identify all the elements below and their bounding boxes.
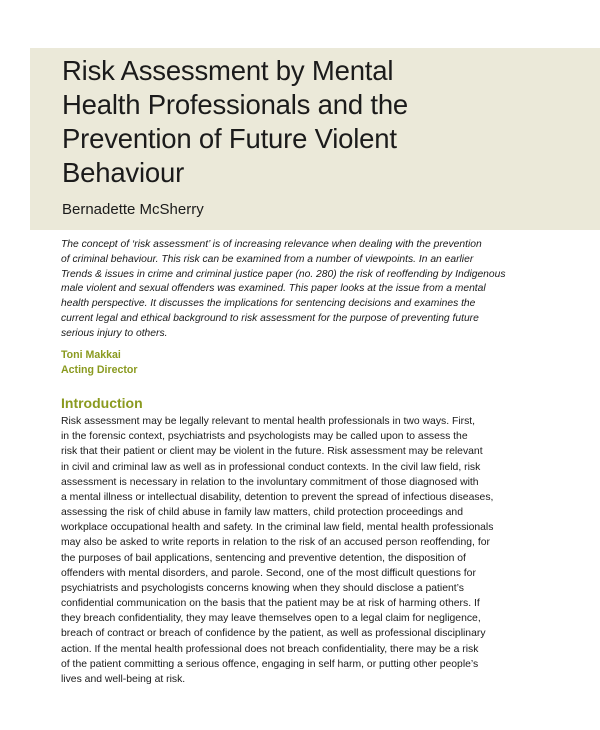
title-line: Health Professionals and the	[62, 89, 409, 120]
abstract-line: health perspective. It discusses the implications for sentencing decisions and examines the	[61, 298, 476, 310]
body-line: assessing the risk of child abuse in family law matters, child protection proceedings and	[61, 507, 463, 519]
signature-name: Toni Makkai	[61, 349, 121, 361]
abstract-line: of criminal behaviour. This risk can be examined from a number of viewpoints. In an earlier	[61, 253, 474, 265]
abstract-line: serious injury to others.	[61, 327, 168, 339]
body-line: confidential communication on the basis that the patient may be at risk of harming others. If	[61, 598, 480, 610]
body-line: a mental illness or intellectual disability, detention to prevent the spread of infectious diseases,	[61, 491, 494, 503]
body-line: they breach confidentiality, they may leave themselves open to a legal claim for negligence,	[61, 613, 481, 625]
abstract-line: The concept of ‘risk assessment’ is of increasing relevance when dealing with the prevention	[61, 239, 482, 250]
abstract-line: Trends & issues in crime and criminal justice paper (no. 280) the risk of reoffending by Indigenous	[61, 268, 506, 280]
body-line: may also be asked to write reports in relation to the risk of an accused person reoffending, for	[61, 537, 490, 549]
body-line: assessment is necessary in relation to the involuntary commitment of those diagnosed with	[61, 476, 479, 488]
body-line: of the patient committing a serious offence, engaging in self harm, or putting other people’s	[61, 658, 479, 670]
body-line: breach of contract or breach of confidence by the patient, as well as professional disciplinary	[61, 628, 486, 640]
body-line: action. If the mental health professional does not breach confidentiality, there may be a risk	[61, 643, 479, 655]
body-line: the purposes of bail applications, sentencing and preventive detention, the disposition of	[61, 552, 466, 564]
signature-block	[61, 348, 138, 378]
body-line: lives and well-being at risk.	[61, 673, 186, 685]
body-line: in the forensic context, psychiatrists and psychologists may be called upon to assess the	[61, 431, 468, 443]
abstract	[61, 238, 541, 342]
body-line: offenders with mental disorders, and parole. Second, one of the most difficult questions for	[61, 567, 476, 579]
abstract-line: male violent and sexual offenders was examined. This paper looks at the issue from a mental	[61, 283, 486, 295]
body-line: in civil and criminal law as well as in professional conduct contexts. In the civil law field, risk	[61, 461, 481, 473]
body-line: Risk assessment may be legally relevant to mental health professionals in two ways. First,	[61, 416, 476, 427]
signature-role: Acting Director	[61, 363, 138, 376]
body-line: psychiatrists and psychologists concerns knowing when they should disclose a patient’s	[61, 582, 464, 594]
abstract-line: current legal and ethical background to risk assessment for the purpose of preventing future	[61, 312, 479, 324]
introduction-body	[61, 414, 541, 687]
body-line: workplace occupational health and safety. In the criminal law field, mental health professionals	[61, 522, 494, 534]
section-heading-introduction: Introduction	[61, 395, 143, 411]
author-name: Bernadette McSherry	[62, 201, 204, 218]
title-line: Prevention of Future Violent	[62, 123, 397, 154]
title-line: Risk Assessment by Mental	[62, 55, 394, 86]
title-line: Behaviour	[62, 157, 185, 188]
paper-title	[62, 54, 582, 190]
body-line: risk that their patient or client may be violent in the future. Risk assessment may be relevant	[61, 446, 483, 458]
